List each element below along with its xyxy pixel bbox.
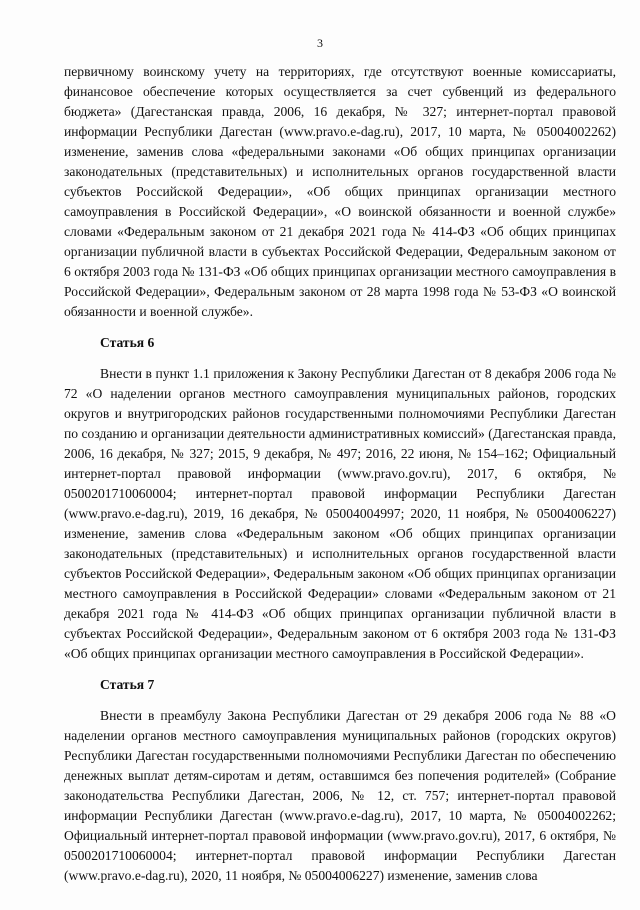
article-6-paragraph: Внести в пункт 1.1 приложения к Закону Республики Дагестан от 8 декабря 2006 года № 72 «О наделении органов местного самоуправления муниципальных районов, городских округов и внутригородских районов государственными полномочиями Республики Дагестан по созданию и организации деятельности административных комиссий» (Дагестанская правда, 2006, 16 декабря, № 327; 2015, 9 декабря, № 497; 2016, 22 июня, № 154–162; Официальный интернет-портал правовой информации (www.pravo.gov.ru), 2017, 6 октября, № 0500201710060004; интернет-портал правовой информации Республики Дагестан (www.pravo.e-dag.ru), 2019, 16 декабря, № 05004004997; 2020, 11 ноября, № 05004006227) изменение, заменив слова «Федеральным законом «Об общих принципах организации законодательных (представительных) и исполнительных органов государственной власти субъектов Российской Федерации», Федеральным законом «Об общих принципах организации местного самоуправления в Российской Федерации» словами «Федеральным законом от 21 декабря 2021 года № 414-ФЗ «Об общих принципах организации публичной власти в субъектах Российской Федерации», Федеральным законом от 6 октября 2003 года № 131-ФЗ «Об общих принципах организации местного самоуправления в Российской Федерации». — [64, 366, 616, 661]
paragraph-continuation: первичному воинскому учету на территориях, где отсутствуют военные комиссариаты, финансовое обеспечение которых осуществляется за счет субвенций из федерального бюджета» (Дагестанская правда, 2006, 16 декабря, № 327; интернет-портал правовой информации Республики Дагестан (www.pravo.e-dag.ru), 2017, 10 марта, № 05004002262) изменение, заменив слова «федеральными законами «Об общих принципах организации законодательных (представительных) и исполнительных органов государственной власти субъектов Российской Федерации», «Об общих принципах организации местного самоуправления в Российской Федерации», «О воинской обязанности и военной службе» словами «Федеральным законом от 21 декабря 2021 года № 414-ФЗ «Об общих принципах организации публичной власти в субъектах Российской Федерации, Федеральным законом от 6 октября 2003 года № 131-ФЗ «Об общих принципах организации местного самоуправления в Российской Федерации», Федеральным законом от 28 марта 1998 года № 53-ФЗ «О воинской обязанности и военной службе». — [64, 64, 616, 319]
article-7-heading: Статья 7 — [100, 677, 155, 692]
article-7-paragraph: Внести в преамбулу Закона Республики Дагестан от 29 декабря 2006 года № 88 «О наделении органов местного самоуправления муниципальных районов (городских округов) Республики Дагестан государственными полномочиями Республики Дагестан по обеспечению денежных выплат детям-сиротам и детям, оставшимся без попечения родителей» (Собрание законодательства Республики Дагестан, 2006, № 12, ст. 757; интернет-портал правовой информации Республики Дагестан (www.pravo.e-dag.ru), 2017, 10 марта, № 05004002262; Официальный интернет-портал правовой информации (www.pravo.gov.ru), 2017, 6 октября, № 0500201710060004; интернет-портал правовой информации Республики Дагестан (www.pravo.e-dag.ru), 2020, 11 ноября, № 05004006227) изменение, заменив слова — [64, 708, 616, 883]
article-6-heading: Статья 6 — [100, 335, 155, 350]
page-number: 3 — [317, 36, 323, 50]
document-body — [64, 62, 616, 886]
